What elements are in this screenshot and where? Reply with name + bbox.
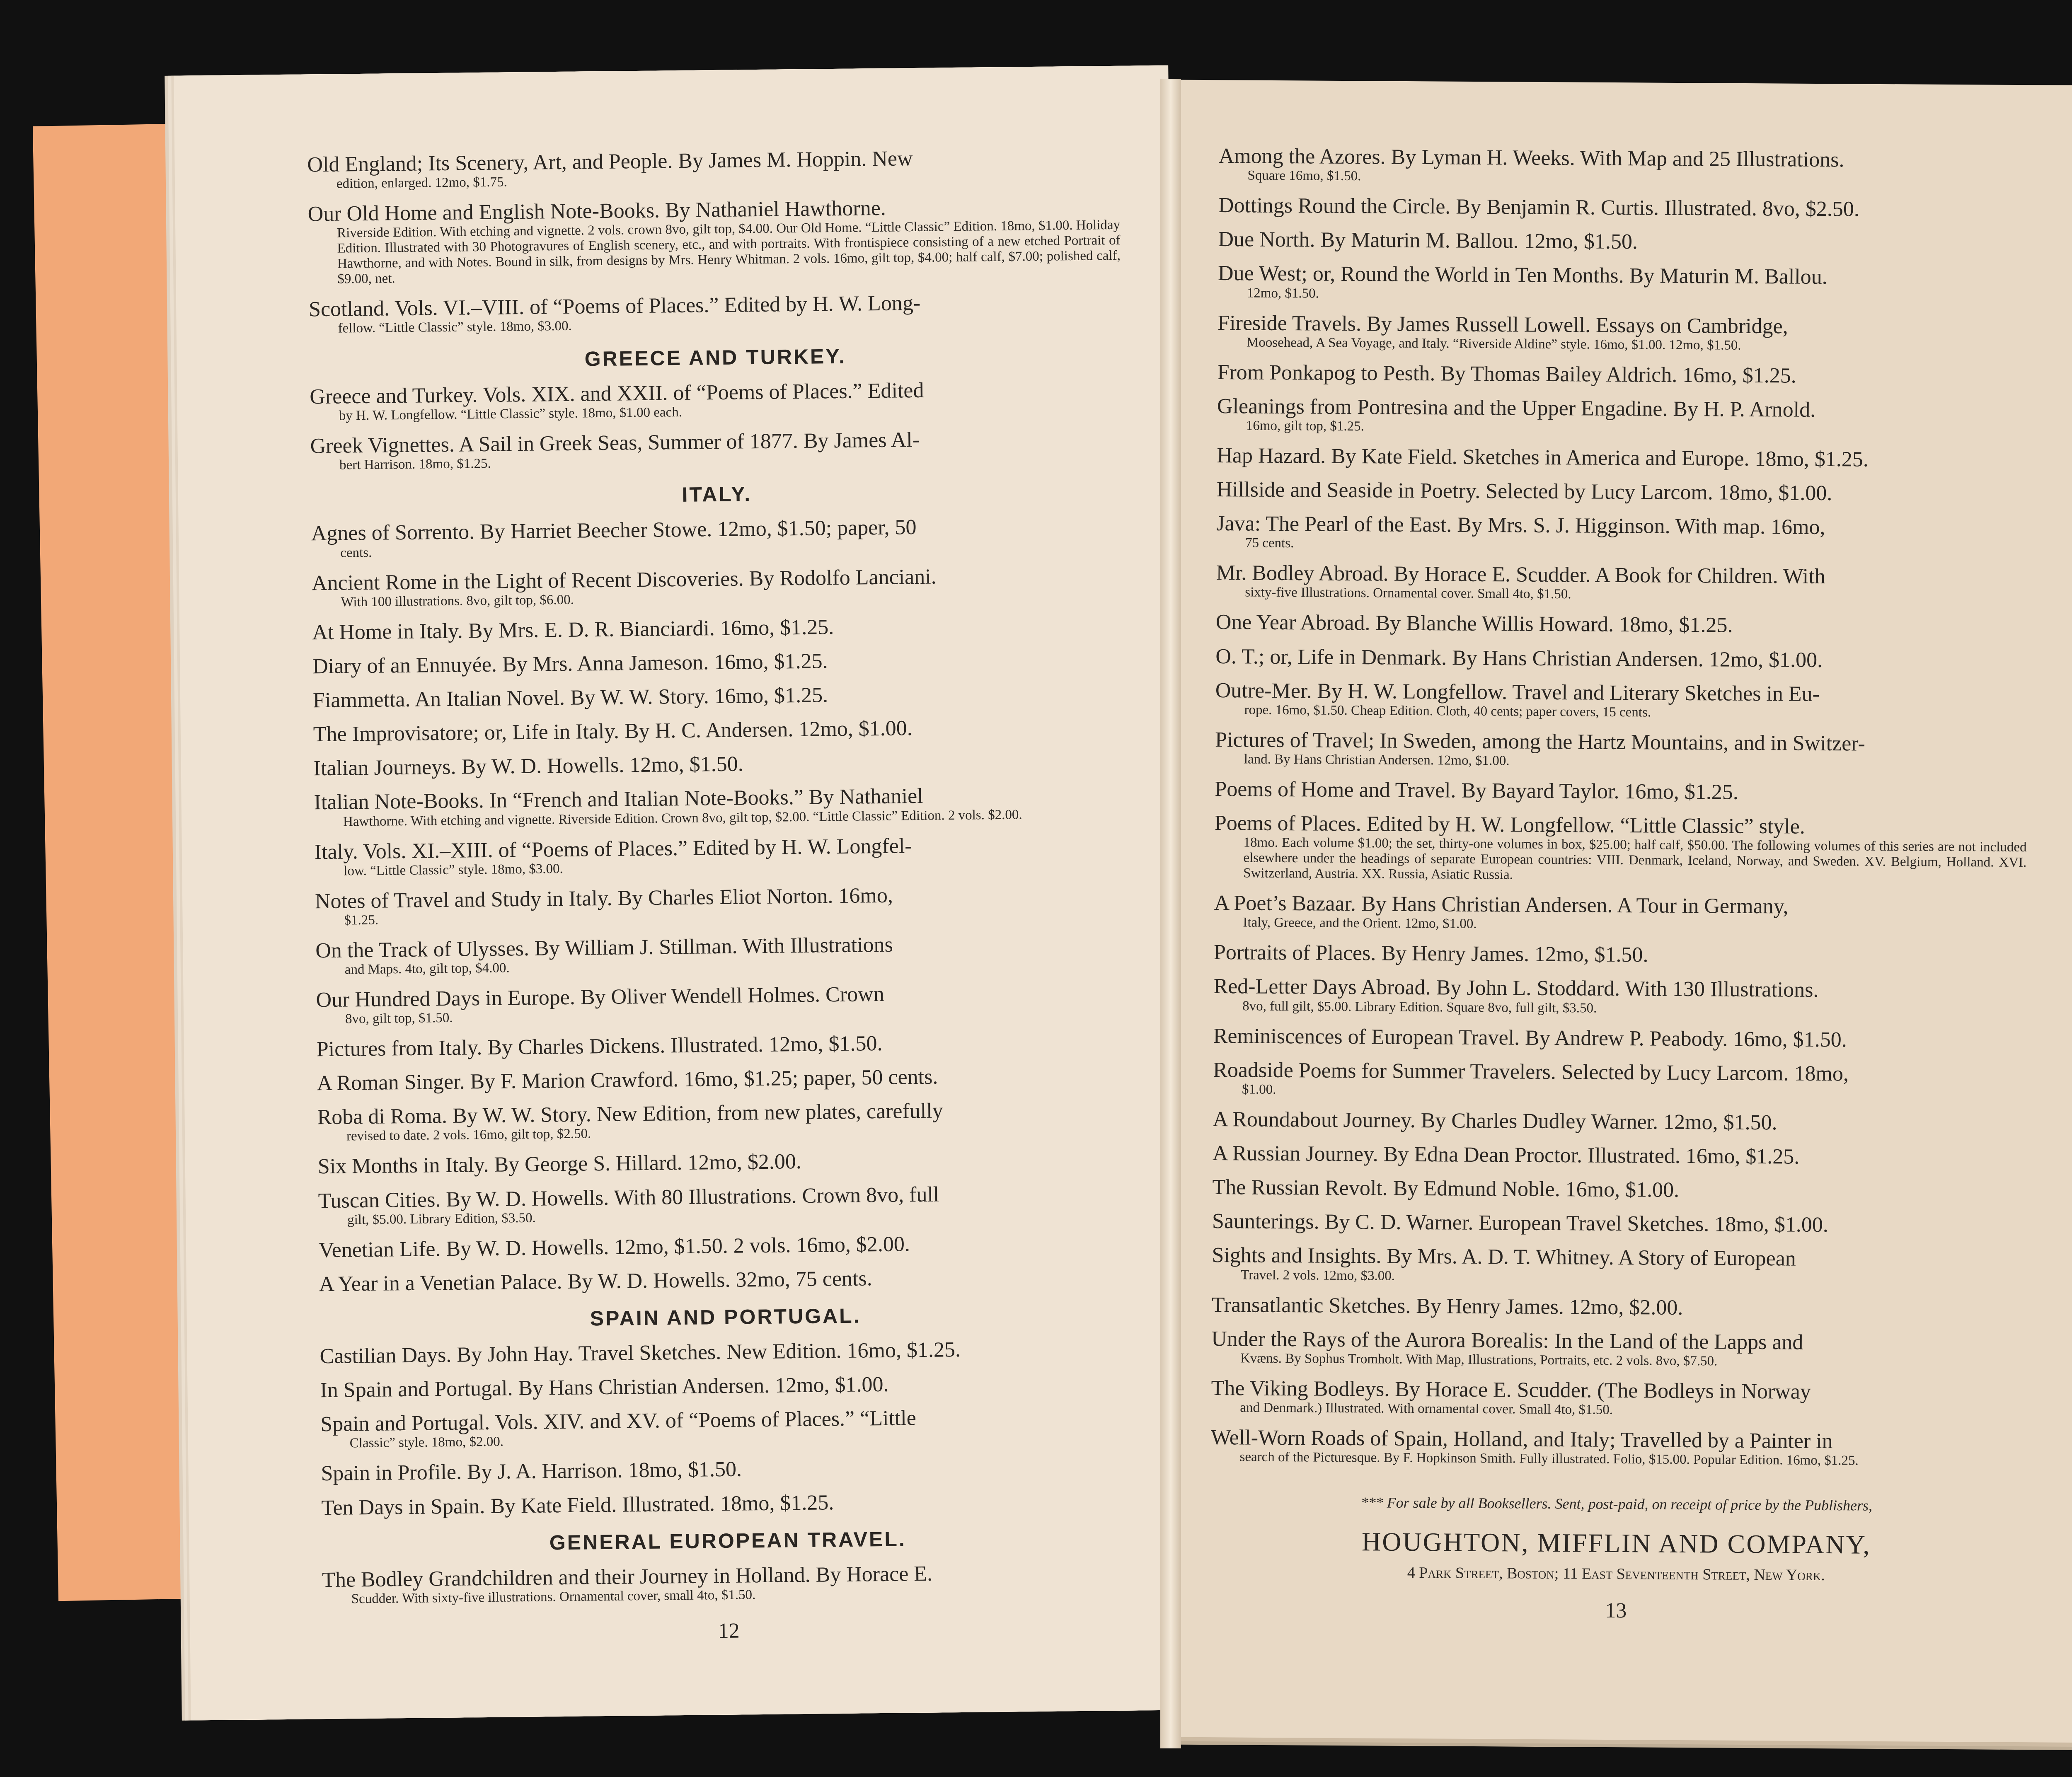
entry-details: Classic” style. 18mo, $2.00.	[349, 1434, 504, 1451]
catalog-entry	[1218, 312, 2030, 355]
catalog-entry	[315, 881, 1128, 928]
catalog-entry	[1215, 645, 2028, 673]
left-page-text	[307, 145, 1135, 1647]
entry-title-line: Greece and Turkey. Vols. XIX. and XXII. of “Poems of Places.” Edited	[310, 378, 924, 409]
catalog-entry	[320, 1405, 1133, 1452]
entry-details: With 100 illustrations. 8vo, gilt top, $6.00.	[341, 592, 574, 610]
catalog-entry	[1215, 679, 2028, 723]
entry-title-line: Italy. Vols. XI.–XIII. of “Poems of Places.” Edited by H. W. Longfel-	[314, 834, 912, 864]
entry-details: 18mo. Each volume $1.00; the set, thirty-one volumes in box, $25.00; half calf, $50.00. The following volumes of this series are not included elsewhere under the headings of separate European countries: VIII. Denmark, Iceland, Norway, and Sweden. XV. Belgium, Holland. XVI. Switzerland, Austria. XX. Russia, Asiatic Russia.	[1243, 835, 2027, 882]
entry-details: 16mo, gilt top, $1.25.	[1246, 418, 1364, 434]
catalog-entry	[1213, 1059, 2026, 1102]
entry-title-line: Italian Note-Books. In “French and Italian Note-Books.” By Nathaniel	[314, 784, 923, 815]
catalog-entry	[1214, 892, 2026, 935]
catalog-entry	[320, 1337, 1132, 1368]
entry-title-line: Saunterings. By C. D. Warner. European Travel Sketches. 18mo, $1.00.	[1212, 1209, 1828, 1237]
entry-details: 12mo, $1.50.	[1247, 285, 1319, 301]
section-heading: GENERAL EUROPEAN TRAVEL.	[549, 1527, 907, 1555]
entry-details: edition, enlarged. 12mo, $1.75.	[336, 174, 507, 191]
entry-details: bert Harrison. 18mo, $1.25.	[339, 456, 491, 473]
catalog-entry	[1214, 812, 2027, 886]
entry-details: search of the Picturesque. By F. Hopkinson Smith. Fully illustrated. Folio, $15.00. Popular Edition. 16mo, $1.25.	[1239, 1449, 1859, 1468]
entry-title-line: A Roman Singer. By F. Marion Crawford. 16mo, $1.25; paper, 50 cents.	[317, 1065, 938, 1095]
catalog-entry	[318, 1181, 1130, 1228]
catalog-entry	[1211, 1377, 2024, 1420]
entry-title-line: Spain and Portugal. Vols. XIV. and XV. of “Poems of Places.” “Little	[320, 1406, 917, 1436]
catalog-entry	[314, 783, 1126, 830]
catalog-entry	[1213, 1108, 2025, 1136]
catalog-entry	[318, 1147, 1130, 1179]
entry-title-line: Poems of Home and Travel. By Bayard Taylor. 16mo, $1.25.	[1215, 777, 1739, 804]
entry-title-line: Among the Azores. By Lyman H. Weeks. With Map and 25 Illustrations.	[1218, 144, 1844, 172]
catalog-entry	[313, 715, 1126, 747]
entry-title-line: Pictures from Italy. By Charles Dickens. Illustrated. 12mo, $1.50.	[316, 1031, 883, 1061]
catalog-entry	[1217, 361, 2029, 389]
section-heading: GREECE AND TURKEY.	[584, 344, 847, 371]
page-number: 13	[1605, 1598, 1627, 1623]
entry-title-line: Reminiscences of European Travel. By Andrew P. Peabody. 16mo, $1.50.	[1213, 1024, 1847, 1052]
entry-title-line: Gleanings from Pontresina and the Upper Engadine. By H. P. Arnold.	[1217, 394, 1816, 422]
catalog-entry	[312, 563, 1124, 610]
entry-title-line: The Russian Revolt. By Edmund Noble. 16mo, $1.00.	[1212, 1175, 1680, 1202]
entry-title-line: Italian Journeys. By W. D. Howells. 12mo, $1.50.	[313, 752, 744, 781]
catalog-entry	[1212, 1210, 2024, 1238]
entry-details: 8vo, gilt top, $1.50.	[345, 1010, 453, 1027]
entry-title-line: The Bodley Grandchildren and their Journey in Holland. By Horace E.	[322, 1562, 933, 1592]
entry-title-line: Under the Rays of the Aurora Borealis: In the Land of the Lapps and	[1211, 1327, 1803, 1354]
entry-title-line: From Ponkapog to Pesth. By Thomas Bailey Aldrich. 16mo, $1.25.	[1217, 360, 1796, 388]
catalog-entry	[1215, 728, 2028, 772]
entry-title-line: Castilian Days. By John Hay. Travel Sketches. New Edition. 16mo, $1.25.	[320, 1337, 961, 1368]
entry-details: $1.25.	[344, 912, 379, 928]
entry-title-line: The Viking Bodleys. By Horace E. Scudder. (The Bodleys in Norway	[1211, 1376, 1811, 1404]
page-number: 12	[718, 1619, 740, 1643]
entry-details: Scudder. With sixty-five illustrations. Ornamental cover, small 4to, $1.50.	[351, 1587, 756, 1607]
entry-title-line: Notes of Travel and Study in Italy. By Charles Eliot Norton. 16mo,	[315, 883, 893, 913]
catalog-entry	[317, 1064, 1129, 1095]
entry-title-line: Dottings Round the Circle. By Benjamin R. Curtis. Illustrated. 8vo, $2.50.	[1218, 193, 1860, 221]
catalog-entry	[1217, 444, 2029, 472]
entry-title-line: Pictures of Travel; In Sweden, among the Hartz Mountains, and in Switzer-	[1215, 728, 1866, 756]
catalog-entry	[1216, 611, 2028, 639]
entry-title-line: A Russian Journey. By Edna Dean Proctor. Illustrated. 16mo, $1.25.	[1212, 1141, 1800, 1169]
catalog-entry	[1213, 1025, 2026, 1053]
catalog-entry	[322, 1560, 1135, 1607]
catalog-entry	[312, 612, 1124, 644]
entry-details: Square 16mo, $1.50.	[1247, 168, 1361, 184]
entry-title-line: Old England; Its Scenery, Art, and People. By James M. Hoppin. New	[307, 147, 913, 177]
catalog-entry	[1212, 1293, 2024, 1322]
entry-title-line: O. T.; or, Life in Denmark. By Hans Christian Andersen. 12mo, $1.00.	[1215, 644, 1823, 672]
entry-details: gilt, $5.00. Library Edition, $3.50.	[347, 1210, 536, 1228]
catalog-entry	[1215, 778, 2027, 806]
entry-details: land. By Hans Christian Andersen. 12mo, $1.00.	[1244, 752, 1510, 769]
catalog-entry	[313, 749, 1126, 781]
entry-title-line: Hap Hazard. By Kate Field. Sketches in America and Europe. 18mo, $1.25.	[1217, 443, 1869, 471]
entry-details: sixty-five Illustrations. Ornamental cover. Small 4to, $1.50.	[1245, 585, 1571, 602]
catalog-entry	[321, 1454, 1133, 1486]
entry-title-line: Portraits of Places. By Henry James. 12mo, $1.50.	[1213, 940, 1648, 967]
catalog-entry	[307, 194, 1121, 287]
entry-title-line: At Home in Italy. By Mrs. E. D. R. Bianciardi. 16mo, $1.25.	[312, 615, 834, 644]
entry-title-line: Mr. Bodley Abroad. By Horace E. Scudder. A Book for Children. With	[1216, 561, 1825, 589]
entry-title-line: Outre-Mer. By H. W. Longfellow. Travel and Literary Sketches in Eu-	[1215, 678, 1820, 706]
catalog-entry	[1217, 395, 2030, 438]
entry-title-line: One Year Abroad. By Blanche Willis Howard. 18mo, $1.25.	[1215, 610, 1733, 638]
entry-title-line: Venetian Life. By W. D. Howells. 12mo, $1.50. 2 vols. 16mo, $2.00.	[318, 1232, 910, 1262]
entry-details: low. “Little Classic” style. 18mo, $3.00.	[344, 861, 563, 879]
catalog-entry	[321, 1488, 1133, 1520]
entry-title-line: Roadside Poems for Summer Travelers. Selected by Lucy Larcom. 18mo,	[1213, 1058, 1849, 1086]
entry-title-line: Greek Vignettes. A Sail in Greek Seas, Summer of 1877. By James Al-	[310, 428, 920, 458]
entry-details: and Denmark.) Illustrated. With ornamental cover. Small 4to, $1.50.	[1240, 1400, 1613, 1417]
catalog-entry	[310, 426, 1123, 474]
entry-title-line: Agnes of Sorrento. By Harriet Beecher Stowe. 12mo, $1.50; paper, 50	[311, 515, 917, 546]
catalog-entry	[316, 980, 1128, 1028]
entry-title-line: Scotland. Vols. VI.–VIII. of “Poems of Places.” Edited by H. W. Long-	[308, 291, 921, 322]
catalog-entry	[319, 1230, 1131, 1262]
catalog-entry	[319, 1264, 1131, 1296]
catalog-entry	[315, 832, 1127, 879]
catalog-entry	[311, 514, 1124, 561]
entry-title-line: Six Months in Italy. By George S. Hillard. 12mo, $2.00.	[317, 1150, 802, 1179]
entry-details: revised to date. 2 vols. 16mo, gilt top, $2.50.	[346, 1126, 591, 1144]
entry-title-line: Due North. By Maturin M. Ballou. 12mo, $1.50.	[1218, 227, 1638, 254]
catalog-entry	[1211, 1327, 2024, 1371]
entry-title-line: Tuscan Cities. By W. D. Howells. With 80 Illustrations. Crown 8vo, full	[318, 1182, 939, 1213]
catalog-entry	[1210, 1426, 2023, 1470]
entry-details: 8vo, full gilt, $5.00. Library Edition. Square 8vo, full gilt, $3.50.	[1242, 998, 1597, 1016]
entry-title-line: Poems of Places. Edited by H. W. Longfellow. “Little Classic” style.	[1214, 811, 1805, 839]
catalog-entry	[1216, 561, 2028, 605]
catalog-entry	[1218, 145, 2031, 188]
catalog-entry	[317, 1098, 1130, 1145]
catalog-entry	[315, 931, 1128, 978]
catalog-entry	[1217, 478, 2029, 506]
entry-title-line: Fiammetta. An Italian Novel. By W. W. Story. 16mo, $1.25.	[312, 683, 828, 713]
catalog-entry	[1212, 1176, 2024, 1204]
entry-details: 75 cents.	[1245, 535, 1294, 551]
entry-details: Riverside Edition. With etching and vignette. 2 vols. crown 8vo, gilt top, $4.00. Our Old Home. “Little Classic” Edition. 18mo, $1.00. Holiday Edition. Illustrated with 30 Photogravures of English scenery, etc., and with portraits. With frontispiece consisting of a new etched Portrait of Hawthorne, and with Notes. Bound in silk, from designs by Mrs. Henry Whitman. 2 vols. 16mo, gilt top, $4.00; half calf, $7.00; polished calf, $9.00, net.	[337, 218, 1121, 287]
entry-details: cents.	[340, 545, 372, 561]
entry-title-line: A Poet’s Bazaar. By Hans Christian Andersen. A Tour in Germany,	[1214, 891, 1789, 919]
entry-title-line: Ten Days in Spain. By Kate Field. Illustrated. 18mo, $1.25.	[321, 1490, 834, 1520]
publisher-name: HOUGHTON, MIFFLIN AND COMPANY,	[1361, 1527, 1871, 1559]
entry-details: Moosehead, A Sea Voyage, and Italy. “Riverside Aldine” style. 16mo, $1.00. 12mo, $1.50.	[1246, 335, 1741, 353]
entry-details: rope. 16mo, $1.50. Cheap Edition. Cloth, 40 cents; paper covers, 15 cents.	[1244, 702, 1651, 720]
entry-title-line: Fireside Travels. By James Russell Lowell. Essays on Cambridge,	[1218, 311, 1788, 338]
right-page-text	[1210, 145, 2031, 1625]
section-heading: SPAIN AND PORTUGAL.	[590, 1304, 861, 1330]
book-spine	[1160, 79, 1181, 1748]
section-heading: ITALY.	[682, 482, 752, 507]
entry-details: and Maps. 4to, gilt top, $4.00.	[344, 960, 510, 977]
catalog-entry	[1216, 512, 2029, 556]
entry-title-line: Sights and Insights. By Mrs. A. D. T. Whitney. A Story of European	[1212, 1243, 1796, 1271]
entry-title-line: The Improvisatore; or, Life in Italy. By H. C. Andersen. 12mo, $1.00.	[313, 716, 913, 747]
catalog-entry	[307, 145, 1120, 192]
catalog-entry	[1218, 228, 2030, 256]
entry-title-line: Transatlantic Sketches. By Henry James. 12mo, $2.00.	[1211, 1293, 1683, 1320]
catalog-entry	[1218, 194, 2031, 222]
catalog-entry	[1213, 1142, 2025, 1170]
entry-title-line: Roba di Roma. By W. W. Story. New Edition, from new plates, carefully	[317, 1099, 943, 1129]
catalog-entry	[320, 1371, 1132, 1402]
catalog-entry	[310, 377, 1122, 424]
entry-title-line: Java: The Pearl of the East. By Mrs. S. J. Higginson. With map. 16mo,	[1216, 512, 1825, 539]
entry-title-line: A Year in a Venetian Palace. By W. D. Howells. 32mo, 75 cents.	[319, 1267, 872, 1296]
entry-title-line: Well-Worn Roads of Spain, Holland, and Italy; Travelled by a Painter in	[1210, 1425, 1833, 1453]
entry-details: Hawthorne. With etching and vignette. Riverside Edition. Crown 8vo, gilt top, $2.00. “Little Classic” Edition. 2 vols. $2.00.	[343, 807, 1022, 829]
publisher-address: 4 Park Street, Boston; 11 East Seventeenth Street, New York.	[1407, 1564, 1825, 1584]
entry-title-line: Due West; or, Round the World in Ten Months. By Maturin M. Ballou.	[1218, 261, 1828, 289]
catalog-entry	[317, 1030, 1129, 1061]
entry-title-line: Diary of an Ennuyée. By Mrs. Anna Jameson. 16mo, $1.25.	[312, 649, 828, 679]
sale-note: *** For sale by all Booksellers. Sent, post-paid, on receipt of price by the Publishers,	[1360, 1494, 1873, 1514]
entry-title-line: Hillside and Seaside in Poetry. Selected by Lucy Larcom. 18mo, $1.00.	[1216, 478, 1832, 505]
entry-details: $1.00.	[1242, 1082, 1276, 1097]
catalog-entry	[1213, 975, 2026, 1018]
catalog-entry	[313, 681, 1125, 713]
catalog-entry	[1218, 262, 2031, 305]
catalog-entry	[312, 647, 1125, 679]
entry-title-line: Our Old Home and English Note-Books. By Nathaniel Hawthorne.	[307, 196, 886, 226]
entry-title-line: Spain in Profile. By J. A. Harrison. 18mo, $1.50.	[321, 1457, 742, 1486]
entry-details: by H. W. Longfellow. “Little Classic” style. 18mo, $1.00 each.	[339, 405, 683, 423]
entry-details: fellow. “Little Classic” style. 18mo, $3.00.	[338, 318, 572, 336]
entry-details: Travel. 2 vols. 12mo, $3.00.	[1241, 1267, 1395, 1284]
entry-title-line: Our Hundred Days in Europe. By Oliver Wendell Holmes. Crown	[316, 982, 884, 1012]
entry-title-line: Red-Letter Days Abroad. By John L. Stoddard. With 130 Illustrations.	[1213, 974, 1819, 1002]
catalog-entry	[1214, 941, 2026, 969]
catalog-entry	[1212, 1244, 2024, 1287]
entry-details: Kvæns. By Sophus Tromholt. With Map, Illustrations, Portraits, etc. 2 vols. 8vo, $7.50.	[1240, 1351, 1718, 1369]
entry-title-line: A Roundabout Journey. By Charles Dudley Warner. 12mo, $1.50.	[1213, 1107, 1777, 1135]
entry-title-line: Ancient Rome in the Light of Recent Discoveries. By Rodolfo Lanciani.	[311, 565, 937, 595]
entry-title-line: On the Track of Ulysses. By William J. Stillman. With Illustrations	[315, 933, 893, 962]
entry-details: Italy, Greece, and the Orient. 12mo, $1.00.	[1243, 915, 1477, 932]
catalog-entry	[309, 290, 1121, 337]
entry-title-line: In Spain and Portugal. By Hans Christian Andersen. 12mo, $1.00.	[320, 1372, 889, 1402]
